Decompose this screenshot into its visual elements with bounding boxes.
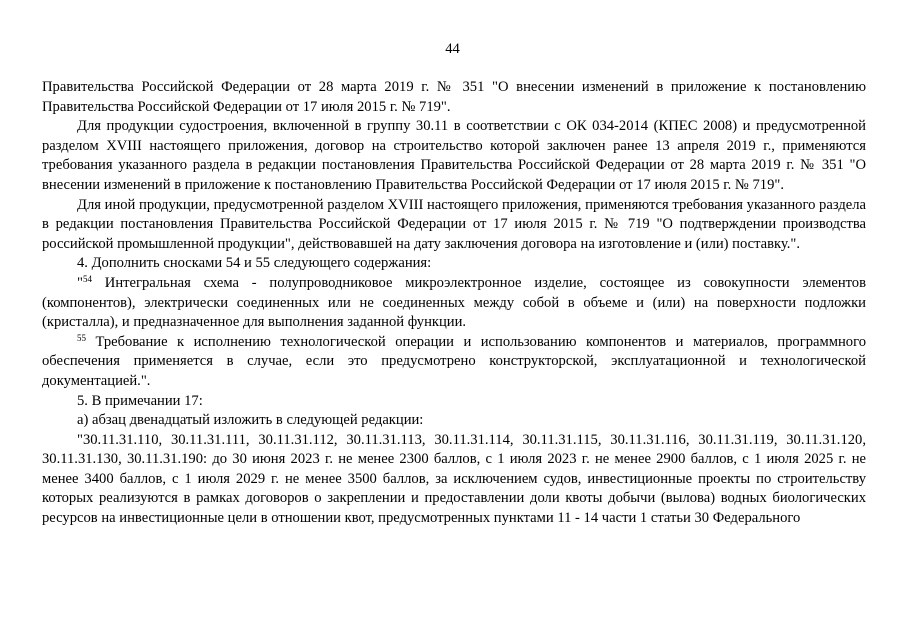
paragraph-item-5: 5. В примечании 17: — [77, 392, 203, 409]
footnote-55-marker: 55 — [77, 332, 86, 343]
paragraph-item-4: 4. Дополнить сносками 54 и 55 следующего содержания: — [77, 255, 432, 272]
footnote-54-open-quote: " — [77, 274, 83, 291]
paragraph-shipbuilding-products: Для продукции судостроения, включенной в группу 30.11 в соответствии с ОК 034-2014 (КПЕС 2008) и предусмотренной разделом XVIII настоящего приложения, договор на строительство которой заключен ранее 13 апреля 2019 г., применяются требования указанного раздела в редакции постановления Правительства Российской Федерации от 28 марта 2019 г. № 351 "О внесении изменений в приложение к постановлению Правительства Российской Федерации от 17 июля 2015 г. № 719". — [42, 118, 866, 193]
footnote-55 — [42, 333, 866, 392]
paragraph-codes-and-scores: "30.11.31.110, 30.11.31.111, 30.11.31.112, 30.11.31.113, 30.11.31.114, 30.11.31.115, 30.11.31.116, 30.11.31.119, 30.11.31.120, 30.11.31.130, 30.11.31.190: до 30 июня 2023 г. не менее 2300 баллов, с 1 июля 2023 г. не менее 2900 баллов, с 1 июля 2025 г. не менее 3400 баллов, с 1 июля 2029 г. не менее 3500 баллов, за исключением судов, инвестиционные проекты по строительству которых реализуются в рамках договоров о закреплении и предоставлении доли квоты добычи (вылова) водных биологических ресурсов на инвестиционные цели в отношении квот, предусмотренных пунктами 11 - 14 части 1 статьи 30 Федерального — [42, 431, 866, 527]
footnote-55-text: Требование к исполнению технологической операции и использованию компонентов и материалов, программного обеспечения применяется в случае, если это предусмотрено конструкторской, эксплуатационной и технологической документацией.". — [42, 333, 866, 389]
footnote-54-text: Интегральная схема - полупроводниковое микроэлектронное изделие, состоящее из совокупности элементов (компонентов), электрически соединенных или не соединенных между собой в объеме и (или) на поверхности подложки (кристалла), и предназначенное для выполнения заданной функции. — [42, 274, 866, 331]
document-body — [42, 78, 866, 529]
footnote-54-marker: 54 — [82, 273, 92, 284]
page-number: 44 — [445, 41, 460, 57]
footnote-54 — [42, 274, 866, 333]
paragraph-other-products: Для иной продукции, предусмотренной разделом XVIII настоящего приложения, применяются требования указанного раздела в редакции постановления Правительства Российской Федерации от 17 июля 2015 г. № 719 "О подтверждении производства российской промышленной продукции", действовавшей на дату заключения договора на изготовление и (или) поставку.". — [42, 196, 866, 252]
paragraph-continuation: Правительства Российской Федерации от 28 марта 2019 г. № 351 "О внесении изменений в приложение к постановлению Правительства Российской Федерации от 17 июля 2015 г. № 719". — [42, 79, 866, 115]
paragraph-subitem-a: а) абзац двенадцатый изложить в следующей редакции: — [77, 412, 424, 429]
